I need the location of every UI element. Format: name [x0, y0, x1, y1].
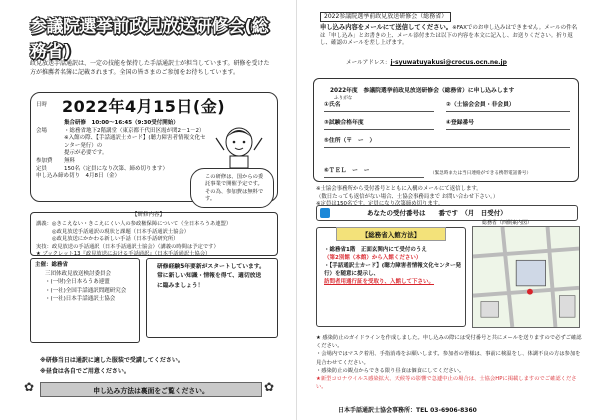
- info-row-key: 会場: [36, 127, 48, 134]
- field-label: ⑤住所（〒 ー ）: [324, 138, 376, 144]
- organizer-box: [30, 258, 140, 343]
- mail-line: [346, 58, 507, 66]
- speech-bubble: この研修は、国からの委託事業で開催予定です。その為、参加費は無料です。: [190, 168, 274, 208]
- mail-label: メールアドレス：: [346, 60, 391, 66]
- info-row-value: 150名（定員になり次第、締め切ります）: [64, 165, 168, 172]
- note-line: ※研修当日は通訳に適した服装で受講してください。: [40, 357, 184, 364]
- after-map-line: ・会場内ではマスク着用、手指消毒をお願いします。参加者の皆様は、事前に検温をし、体調不良の方は参加を見合わせてください。: [316, 351, 581, 366]
- info-row-value: ※入館の際、【手話通訳士カード】(聴力障害者情報文化センター発行）の: [64, 135, 206, 149]
- notes: [40, 355, 184, 377]
- field-label: ③試験合格年度: [324, 120, 364, 126]
- field-name[interactable]: [324, 100, 434, 112]
- field-label: ④登録番号: [446, 120, 475, 126]
- training-note-box: 研修経験5年要新がスタートしています。常に新しい知識・情報を得て、適切放送に臨みましょう！: [146, 258, 278, 338]
- after-map-line: ★ 感染防止のガイドラインを作成しました。申し込みの際には受付番号と共にメールを送りますので必ずご確認ください。: [316, 335, 582, 350]
- info-row-value: 提示が必要です。: [64, 150, 108, 157]
- field-label: ⑥ＴＥＬ ー ー: [324, 168, 370, 174]
- program-item: ◎政見放送手話通訳の現状と課題（日本手話通訳士協会）: [52, 228, 190, 235]
- field-tel[interactable]: [324, 166, 424, 178]
- entry-line: ・【手話通訳士カード】(聴力障害者情報文化センター発行）を随意に提示し、: [324, 263, 462, 277]
- venue-map: [472, 226, 580, 328]
- tel-note: （緊急時または当日連絡ができる携帯電話番号）: [430, 171, 532, 176]
- date-label: 日時: [36, 102, 48, 108]
- field-membership[interactable]: [446, 100, 570, 112]
- info-row-key: 参加費: [36, 157, 53, 164]
- page-title: [30, 17, 274, 62]
- field-label: ②（士協会会員・非会員）: [446, 102, 515, 108]
- after-form-line: ※定員は150名です。定員になり次第締め切ります。: [316, 201, 444, 208]
- receipt-text: あなたの受付番号は 番です （月 日受付）: [367, 209, 507, 217]
- furigana-label: ふりがな: [334, 96, 353, 101]
- field-exam-year[interactable]: [324, 118, 434, 130]
- map-label: 総務省（西側案内図）: [482, 220, 533, 226]
- entry-method-title: 【総務省入館方法】: [336, 227, 446, 241]
- organizer-line: ・(一社)全国手話通訳問題研究会: [45, 287, 127, 294]
- info-row-value: 無料: [64, 157, 76, 164]
- field-label: ①氏名: [324, 102, 341, 108]
- form-header: 2022年度 参議院選挙前政見放送研修会（総務省）に申し込みします: [330, 88, 515, 94]
- field-registration-number[interactable]: [446, 118, 570, 130]
- info-row-value: 4月8日（金）: [85, 173, 121, 180]
- organizer-line: ・(一財)全日本ろうあ連盟: [45, 279, 110, 286]
- program-item: 実技：政見放送の手話通訳（日本手話通訳士協会）（講義の時間は予定です）: [36, 243, 219, 250]
- after-map-notes: [316, 334, 582, 391]
- info-row-value: 集合研修 10:00～16:45（9:30受付開始）: [64, 120, 179, 126]
- application-instructions: [320, 24, 578, 48]
- program-item: ★ ブックレット13『政見放送における手話通訳』（日本手話通訳士協会）: [36, 251, 211, 257]
- flower-icon: ✿: [264, 380, 275, 394]
- flower-icon: ✿: [24, 380, 35, 394]
- apply-method-bar: 申し込み方法は裏面をご覧ください。: [40, 382, 262, 397]
- entry-line: 訪問者用通行証を受取り、入館して下さい。: [324, 279, 435, 285]
- title-text: 参議院選挙前政見放送研修会(総務省): [30, 17, 269, 62]
- after-map-line: ★新型コロナウイルス感染拡大、天候等の影響で急遽中止の場合は、士協会HPに掲載しますのでご確認ください。: [316, 376, 577, 391]
- after-form-line: ※士協会事務所から受付番号とともに入構のメールにて返信します。: [316, 186, 482, 192]
- receipt-marker-icon: [320, 208, 330, 218]
- instructions-heading: 申し込み内容をメールにて送信してください。: [320, 24, 453, 31]
- contact-info: 日本手話通訳士協会事務所：TEL 03-6906-8360: [338, 407, 477, 414]
- instructions-body: ※FAXでのお申し込みはできません。メールの件名は「申し込み」とお書きの上、メール添付または以下の内容を本文に記入し、お送りください。折り返し、確認のメールを差し上げます。: [320, 25, 578, 46]
- organizer-line: 主催：総務省: [35, 262, 69, 268]
- organizer-line: 三団体政見放送検討委員会: [45, 270, 112, 277]
- info-row-key: 定員: [36, 165, 48, 172]
- after-form-line: （数日たっても返信がない場合、士協会事務局まで お問い合わせ下さい。）: [316, 193, 499, 200]
- organizer-line: ・(一社)日本手話通訳士協会: [45, 296, 116, 303]
- field-address[interactable]: [324, 136, 570, 148]
- info-row-key: 申し込み締め切り: [36, 173, 81, 180]
- mascot-illustration-icon: [210, 120, 268, 170]
- entry-line: （第2別館（本館）から入館ください）: [324, 255, 422, 261]
- info-rows: [36, 120, 206, 181]
- program-title: 【研修内容】: [131, 212, 165, 218]
- after-map-line: ・感染防止の観点からできる限り昼食は個食にしてください。: [316, 367, 465, 374]
- program-item: 講義：◎きこえない・きこえにくい人の参政権保障について（全日本ろうあ連盟）: [36, 221, 232, 227]
- program-list: [36, 221, 276, 259]
- program-item: ◎政見放送にかかわる新しい手話（日本手話研究所）: [52, 236, 179, 242]
- mail-address-link[interactable]: j-syuwatuyakusi@crocus.ocn.ne.jp: [390, 59, 507, 66]
- right-title: 2022参議院選挙前政見放送研修会（総務省）: [320, 12, 451, 22]
- event-date: 2022年4月15日(金): [62, 97, 226, 116]
- entry-method-list: [324, 246, 462, 286]
- intro-text: 政見放送手話通訳は、一定の技能を保持した手話通訳士が担当しています。研修を受けた方が推薦者名簿に記載されます。全国の皆さまのご参加をお待ちしています。: [30, 60, 270, 76]
- receipt-number-box: [316, 205, 578, 221]
- info-row-value: ・総務省地下2階講堂（東京都千代田区霞が関2－1－2）: [64, 127, 205, 134]
- entry-line: ・総務省1階 正面玄関内にて受付のうえ: [324, 247, 427, 253]
- note-line: ※昼食は各自でご用意ください。: [40, 368, 130, 375]
